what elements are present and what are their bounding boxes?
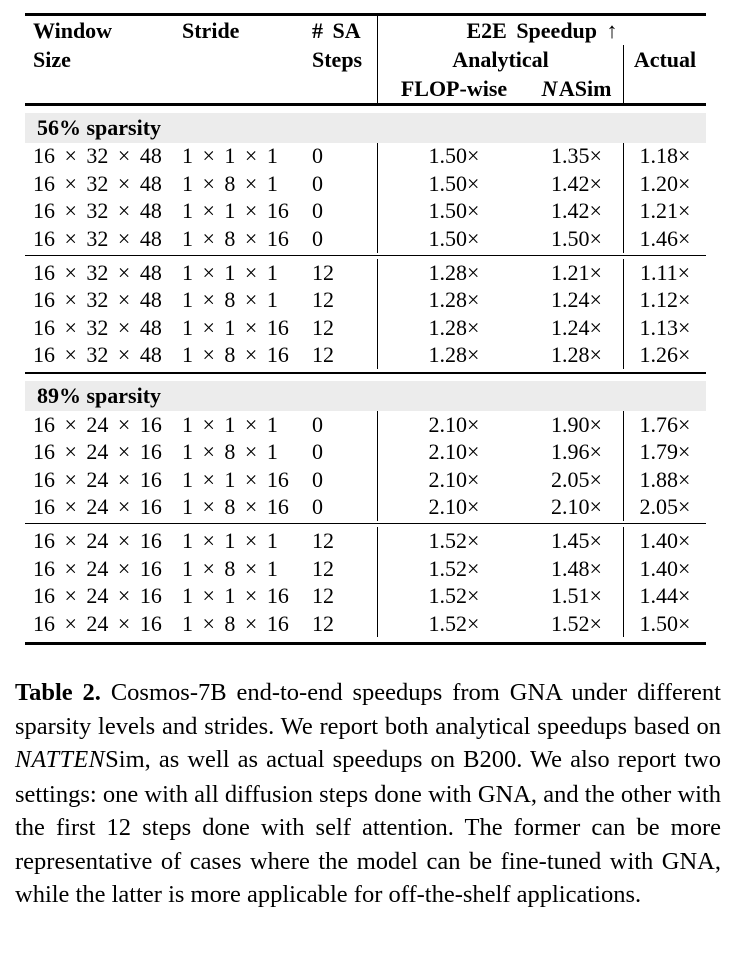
cell-window-size: 16 × 32 × 48 xyxy=(33,198,162,224)
cell-window-size: 16 × 24 × 16 xyxy=(33,610,162,636)
cell-actual-speedup: 1.76× xyxy=(623,411,706,439)
table-rule xyxy=(25,523,706,525)
cell-actual-speedup: 1.40× xyxy=(623,555,706,583)
cell-window-size: 16 × 24 × 16 xyxy=(33,411,162,437)
cell-window-size: 16 × 32 × 48 xyxy=(33,143,162,169)
header-stride: Stride xyxy=(182,17,240,43)
table-row xyxy=(25,466,706,494)
cell-nasim-speedup: 1.96× xyxy=(551,439,602,465)
caption-natten: NATTEN xyxy=(15,747,106,774)
nasim-rest: ASim xyxy=(558,75,612,101)
cell-window-size: 16 × 32 × 48 xyxy=(33,342,162,368)
cell-actual-speedup: 1.40× xyxy=(623,527,706,555)
section-band: 56% sparsity xyxy=(25,113,706,143)
cell-stride: 1 × 8 × 16 xyxy=(182,610,289,636)
caption-text-1: Cosmos-7B end-to-end speedups from GNA under different sparsity levels and strides. We report both analytical speedups based on xyxy=(15,679,721,740)
cell-actual-speedup: 1.50× xyxy=(623,610,706,638)
cell-actual-speedup: 1.18× xyxy=(623,143,706,171)
cell-stride: 1 × 8 × 16 xyxy=(182,225,289,251)
header-bottom-rule xyxy=(25,103,706,106)
cell-flop-wise-speedup: 1.50× xyxy=(377,198,530,226)
cell-sa-steps: 12 xyxy=(312,342,334,368)
cell-stride: 1 × 1 × 1 xyxy=(182,528,278,554)
cell-stride: 1 × 8 × 1 xyxy=(182,555,278,581)
header-spacer xyxy=(182,45,310,74)
table-row xyxy=(25,198,706,226)
cell-sa-steps: 0 xyxy=(312,494,323,520)
cell-stride: 1 × 1 × 1 xyxy=(182,259,278,285)
cell-window-size: 16 × 24 × 16 xyxy=(33,439,162,465)
cell-flop-wise-speedup: 1.28× xyxy=(377,342,530,370)
cell-flop-wise-speedup: 1.52× xyxy=(377,610,530,638)
cell-flop-wise-speedup: 1.52× xyxy=(377,527,530,555)
table-body xyxy=(25,113,706,638)
header-spacer xyxy=(310,74,377,103)
cell-nasim-speedup: 1.24× xyxy=(551,287,602,313)
cell-window-size: 16 × 32 × 48 xyxy=(33,225,162,251)
cell-actual-speedup: 1.20× xyxy=(623,170,706,198)
table-row xyxy=(25,342,706,370)
cell-flop-wise-speedup: 1.50× xyxy=(377,143,530,171)
cell-stride: 1 × 1 × 16 xyxy=(182,314,289,340)
cell-window-size: 16 × 24 × 16 xyxy=(33,466,162,492)
cell-nasim-speedup: 1.50× xyxy=(551,225,602,251)
cell-flop-wise-speedup: 2.10× xyxy=(377,411,530,439)
cell-actual-speedup: 1.12× xyxy=(623,287,706,315)
cell-sa-steps: 0 xyxy=(312,411,323,437)
cell-stride: 1 × 1 × 1 xyxy=(182,143,278,169)
header-sa: # SA xyxy=(312,17,361,43)
header-window: Window xyxy=(33,17,113,43)
cell-sa-steps: 12 xyxy=(312,259,334,285)
cell-actual-speedup: 1.79× xyxy=(623,438,706,466)
cell-flop-wise-speedup: 1.50× xyxy=(377,225,530,253)
cell-stride: 1 × 8 × 1 xyxy=(182,439,278,465)
cell-flop-wise-speedup: 1.52× xyxy=(377,555,530,583)
cell-nasim-speedup: 1.42× xyxy=(551,198,602,224)
cell-nasim-speedup: 1.21× xyxy=(551,259,602,285)
cell-nasim-speedup: 2.10× xyxy=(551,494,602,520)
cell-stride: 1 × 1 × 16 xyxy=(182,198,289,224)
cell-window-size: 16 × 24 × 16 xyxy=(33,528,162,554)
table-row xyxy=(25,527,706,555)
caption-label: Table 2. xyxy=(15,679,101,707)
cell-window-size: 16 × 32 × 48 xyxy=(33,287,162,313)
table-row xyxy=(25,610,706,638)
header-window-size: Size xyxy=(33,46,71,72)
cell-stride: 1 × 8 × 16 xyxy=(182,494,289,520)
cell-stride: 1 × 8 × 16 xyxy=(182,342,289,368)
caption-text-2: Sim, as well as actual speedups on B200. We also report two settings: one with all diffusion steps done with GNA, and the other with the first 12 steps done with self attention. The former can be more representative of cases where the model can be fine-tuned with GNA, while the latter is more applicable for off-the-shelf applications. xyxy=(15,746,721,909)
table-row xyxy=(25,438,706,466)
header-row-2 xyxy=(25,45,706,74)
header-sa-steps: Steps xyxy=(312,46,363,72)
header-row-3 xyxy=(25,74,706,103)
table-rule xyxy=(25,255,706,257)
cell-sa-steps: 12 xyxy=(312,287,334,313)
header-e2e-speedup: E2E Speedup ↑ xyxy=(377,16,706,45)
table-row xyxy=(25,555,706,583)
table-row xyxy=(25,411,706,439)
cell-window-size: 16 × 24 × 16 xyxy=(33,555,162,581)
cell-sa-steps: 0 xyxy=(312,466,323,492)
cell-nasim-speedup: 1.42× xyxy=(551,170,602,196)
cell-flop-wise-speedup: 1.28× xyxy=(377,287,530,315)
results-table xyxy=(25,13,706,645)
cell-actual-speedup: 1.88× xyxy=(623,466,706,494)
cell-sa-steps: 12 xyxy=(312,610,334,636)
header-actual: Actual xyxy=(623,45,706,74)
table-row xyxy=(25,493,706,521)
cell-actual-speedup: 1.46× xyxy=(623,225,706,253)
table-row xyxy=(25,143,706,171)
cell-sa-steps: 12 xyxy=(312,528,334,554)
cell-actual-speedup: 1.13× xyxy=(623,314,706,342)
header-spacer xyxy=(182,74,310,103)
cell-actual-speedup: 1.44× xyxy=(623,582,706,610)
table-bottom-rule xyxy=(25,642,706,645)
cell-nasim-speedup: 1.28× xyxy=(551,342,602,368)
cell-sa-steps: 12 xyxy=(312,555,334,581)
cell-flop-wise-speedup: 2.10× xyxy=(377,438,530,466)
cell-sa-steps: 0 xyxy=(312,143,323,169)
header-analytical: Analytical xyxy=(377,45,623,74)
header-nasim xyxy=(530,74,623,103)
cell-nasim-speedup: 1.35× xyxy=(551,143,602,169)
cell-nasim-speedup: 1.52× xyxy=(551,610,602,636)
cell-flop-wise-speedup: 1.52× xyxy=(377,582,530,610)
cell-nasim-speedup: 1.45× xyxy=(551,528,602,554)
table-caption xyxy=(15,676,721,912)
cell-stride: 1 × 1 × 1 xyxy=(182,411,278,437)
cell-sa-steps: 12 xyxy=(312,583,334,609)
cell-window-size: 16 × 32 × 48 xyxy=(33,259,162,285)
cell-stride: 1 × 8 × 1 xyxy=(182,170,278,196)
cell-actual-speedup: 1.11× xyxy=(623,259,706,287)
table-row xyxy=(25,259,706,287)
nasim-cal-n: N xyxy=(541,75,558,101)
cell-flop-wise-speedup: 1.28× xyxy=(377,259,530,287)
cell-sa-steps: 0 xyxy=(312,170,323,196)
cell-nasim-speedup: 1.51× xyxy=(551,583,602,609)
cell-nasim-speedup: 1.48× xyxy=(551,555,602,581)
table-row xyxy=(25,314,706,342)
table-rule xyxy=(25,372,706,374)
header-row-1 xyxy=(25,16,706,45)
header-spacer xyxy=(623,74,706,103)
cell-actual-speedup: 2.05× xyxy=(623,493,706,521)
header-spacer xyxy=(25,74,182,103)
cell-nasim-speedup: 1.90× xyxy=(551,411,602,437)
table-row xyxy=(25,225,706,253)
cell-flop-wise-speedup: 1.28× xyxy=(377,314,530,342)
cell-nasim-speedup: 1.24× xyxy=(551,314,602,340)
table-row xyxy=(25,170,706,198)
cell-sa-steps: 0 xyxy=(312,439,323,465)
cell-flop-wise-speedup: 2.10× xyxy=(377,466,530,494)
cell-nasim-speedup: 2.05× xyxy=(551,466,602,492)
cell-flop-wise-speedup: 1.50× xyxy=(377,170,530,198)
table-row xyxy=(25,287,706,315)
cell-actual-speedup: 1.21× xyxy=(623,198,706,226)
table-header xyxy=(25,16,706,103)
section-band: 89% sparsity xyxy=(25,381,706,411)
cell-window-size: 16 × 32 × 48 xyxy=(33,314,162,340)
cell-sa-steps: 0 xyxy=(312,198,323,224)
cell-window-size: 16 × 24 × 16 xyxy=(33,494,162,520)
table-row xyxy=(25,582,706,610)
header-flop-wise: FLOP-wise xyxy=(377,74,530,103)
cell-window-size: 16 × 24 × 16 xyxy=(33,583,162,609)
cell-actual-speedup: 1.26× xyxy=(623,342,706,370)
cell-window-size: 16 × 32 × 48 xyxy=(33,170,162,196)
cell-sa-steps: 12 xyxy=(312,314,334,340)
cell-stride: 1 × 1 × 16 xyxy=(182,583,289,609)
cell-stride: 1 × 8 × 1 xyxy=(182,287,278,313)
cell-stride: 1 × 1 × 16 xyxy=(182,466,289,492)
cell-flop-wise-speedup: 2.10× xyxy=(377,493,530,521)
cell-sa-steps: 0 xyxy=(312,225,323,251)
